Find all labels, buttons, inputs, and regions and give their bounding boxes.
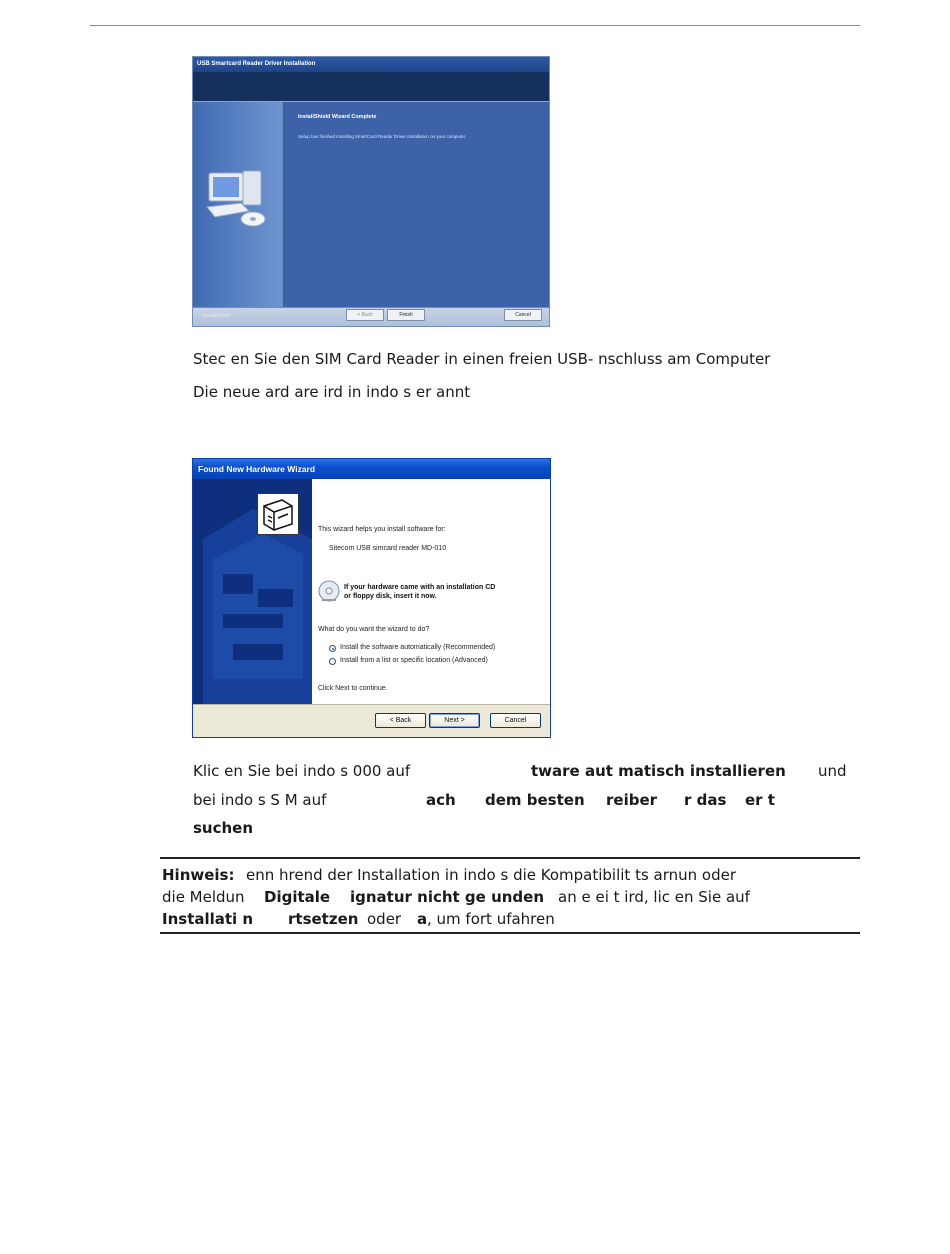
note-line1: enn hrend der Installation in indo s die Kompatibilit ts arnun oder bbox=[246, 866, 737, 884]
wizard-side-panel bbox=[193, 479, 312, 704]
radio-install-from-list[interactable] bbox=[329, 658, 336, 665]
top-rule bbox=[90, 25, 860, 26]
hardware-wizard-icon bbox=[257, 493, 299, 535]
note-emphasis-fortsetzen: rtsetzen bbox=[288, 910, 359, 928]
note-emphasis-a: a bbox=[417, 910, 428, 928]
radio-install-automatically[interactable] bbox=[329, 645, 336, 652]
continue-text: Click Next to continue. bbox=[318, 685, 388, 692]
cd-icon bbox=[318, 580, 340, 602]
emphasis-er-t: er t bbox=[745, 791, 775, 809]
computer-icon bbox=[203, 163, 273, 233]
note-label: Hinweis: bbox=[162, 866, 235, 884]
wizard-body-text: Setup has finished installing SmartCard Reader Driver Installation on your computer. bbox=[298, 134, 467, 139]
emphasis-suchen: suchen bbox=[193, 819, 254, 837]
finish-button[interactable]: Finish bbox=[387, 309, 425, 321]
step-install-line2: bei indo s S M auf bbox=[193, 791, 327, 809]
emphasis-ach: ach bbox=[426, 791, 456, 809]
step-plug-in-text: Stec en Sie den SIM Card Reader in einen freien USB- nschluss am Computer bbox=[193, 350, 771, 368]
emphasis-reiber: reiber bbox=[606, 791, 658, 809]
step-install-line1 bbox=[193, 761, 410, 781]
note-bottom-rule bbox=[160, 932, 860, 934]
step-detected-text: Die neue ard are ird in indo s er annt bbox=[193, 383, 471, 401]
cancel-button[interactable]: Cancel bbox=[504, 309, 542, 321]
note-line3-end: , um fort ufahren bbox=[427, 910, 555, 928]
installshield-complete-screenshot bbox=[192, 56, 550, 327]
note-emphasis-signatur: ignatur nicht ge unden bbox=[350, 888, 545, 906]
emphasis-dem-besten: dem besten bbox=[485, 791, 585, 809]
header-banner bbox=[193, 72, 549, 102]
conjunction-text: und bbox=[818, 762, 847, 780]
wizard-heading: InstallShield Wizard Complete bbox=[298, 114, 377, 120]
found-new-hardware-screenshot bbox=[192, 458, 551, 738]
note-emphasis-digitale: Digitale bbox=[264, 888, 331, 906]
note-line3-oder: oder bbox=[367, 910, 402, 928]
step-install-text-a: Klic en Sie bei indo s 000 auf bbox=[193, 762, 411, 780]
wizard-question: What do you want the wizard to do? bbox=[318, 626, 430, 633]
device-name: Sitecom USB simcard reader MD-010 bbox=[329, 545, 447, 552]
option-automatic-label: Install the software automatically (Recommended) bbox=[340, 644, 496, 651]
note-line2-d: an e ei t ird, lic en Sie auf bbox=[558, 888, 750, 906]
cancel-button[interactable]: Cancel bbox=[490, 713, 541, 728]
next-button[interactable]: Next > bbox=[429, 713, 480, 728]
emphasis-r-das: r das bbox=[684, 791, 727, 809]
intro-text: This wizard helps you install software for: bbox=[318, 526, 446, 533]
back-button[interactable]: < Back bbox=[375, 713, 426, 728]
note-line2-a: die Meldun bbox=[162, 888, 245, 906]
cd-hint-line1: If your hardware came with an installation CD bbox=[344, 584, 496, 591]
option-advanced-label: Install from a list or specific location (Advanced) bbox=[340, 657, 488, 664]
window-title: Found New Hardware Wizard bbox=[193, 459, 550, 479]
cd-hint-line2: or floppy disk, insert it now. bbox=[344, 593, 437, 600]
installshield-brand: InstallShield bbox=[203, 313, 230, 319]
window-title: USB Smartcard Reader Driver Installation bbox=[193, 57, 549, 72]
note-emphasis-installation: Installati n bbox=[162, 910, 254, 928]
option-automatic-emphasis: tware aut matisch installieren bbox=[531, 762, 786, 780]
note-top-rule bbox=[160, 857, 860, 859]
back-button[interactable]: < Back bbox=[346, 309, 384, 321]
